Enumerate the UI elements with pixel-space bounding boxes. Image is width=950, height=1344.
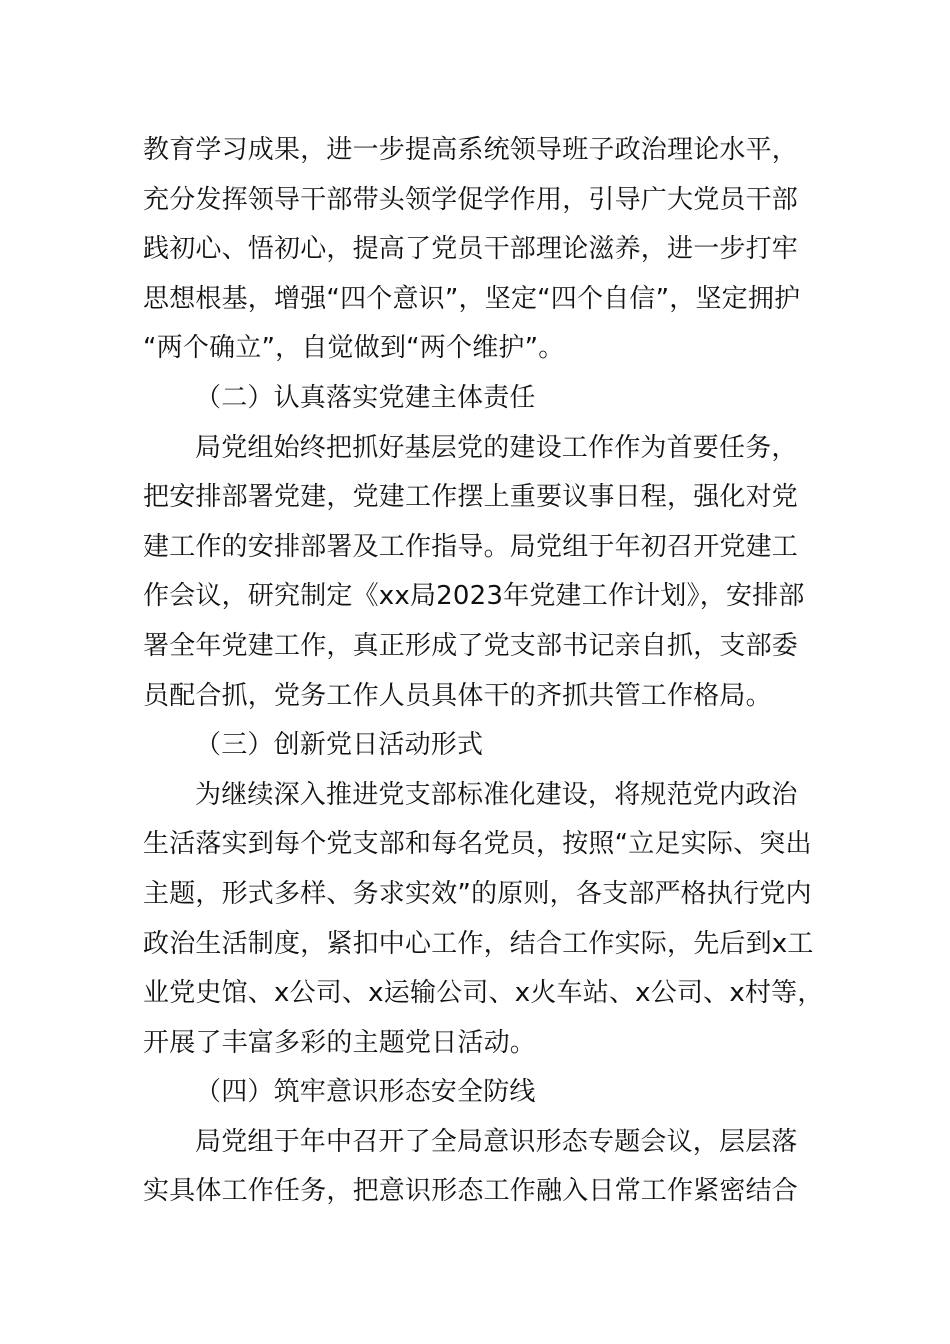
paragraph-line: 充分发挥领导干部带头领学促学作用，引导广大党员干部 bbox=[143, 184, 799, 215]
paragraph-line: 政治生活制度，紧扣中心工作，结合工作实际，先后到x工 bbox=[143, 928, 814, 959]
paragraph-line: 作会议，研究制定《xx局2023年党建工作计划》，安排部 bbox=[143, 581, 805, 612]
paragraph-line: 教育学习成果，进一步提高系统领导班子政治理论水平， bbox=[143, 135, 799, 165]
section-heading: （三）创新党日活动形式 bbox=[195, 730, 484, 761]
paragraph-line: 实具体工作任务，把意识形态工作融入日常工作紧密结合 bbox=[143, 1176, 799, 1207]
paragraph-line: 员配合抓，党务工作人员具体干的齐抓共管工作格局。 bbox=[143, 680, 772, 711]
section-heading: （四）筑牢意识形态安全防线 bbox=[195, 1077, 536, 1108]
section-heading: （二）认真落实党建主体责任 bbox=[195, 382, 536, 413]
paragraph-line: 思想根基，增强“四个意识”，坚定“四个自信”，坚定拥护 bbox=[143, 283, 801, 314]
paragraph-line: 开展了丰富多彩的主题党日活动。 bbox=[143, 1027, 537, 1058]
paragraph-line: 局党组始终把抓好基层党的建设工作作为首要任务， bbox=[195, 432, 798, 463]
paragraph-line: 践初心、悟初心，提高了党员干部理论滋养，进一步打牢 bbox=[143, 234, 799, 265]
paragraph-line: 局党组于年中召开了全局意识形态专题会议，层层落 bbox=[195, 1126, 798, 1157]
paragraph-line: 主题，形式多样、务求实效”的原则，各支部严格执行党内 bbox=[143, 878, 812, 909]
paragraph-line: 署全年党建工作，真正形成了党支部书记亲自抓，支部委 bbox=[143, 630, 799, 661]
paragraph-line: “两个确立”，自觉做到“两个维护”。 bbox=[143, 333, 565, 364]
paragraph-line: 建工作的安排部署及工作指导。局党组于年初召开党建工 bbox=[143, 531, 799, 562]
paragraph-line: 业党史馆、x公司、x运输公司、x火车站、x公司、x村等， bbox=[143, 978, 824, 1009]
body-text bbox=[143, 126, 843, 1217]
paragraph-line: 把安排部署党建，党建工作摆上重要议事日程，强化对党 bbox=[143, 482, 799, 513]
paragraph-line: 生活落实到每个党支部和每名党员，按照“立足实际、突出 bbox=[143, 829, 812, 860]
paragraph-line: 为继续深入推进党支部标准化建设，将规范党内政治 bbox=[195, 779, 798, 810]
